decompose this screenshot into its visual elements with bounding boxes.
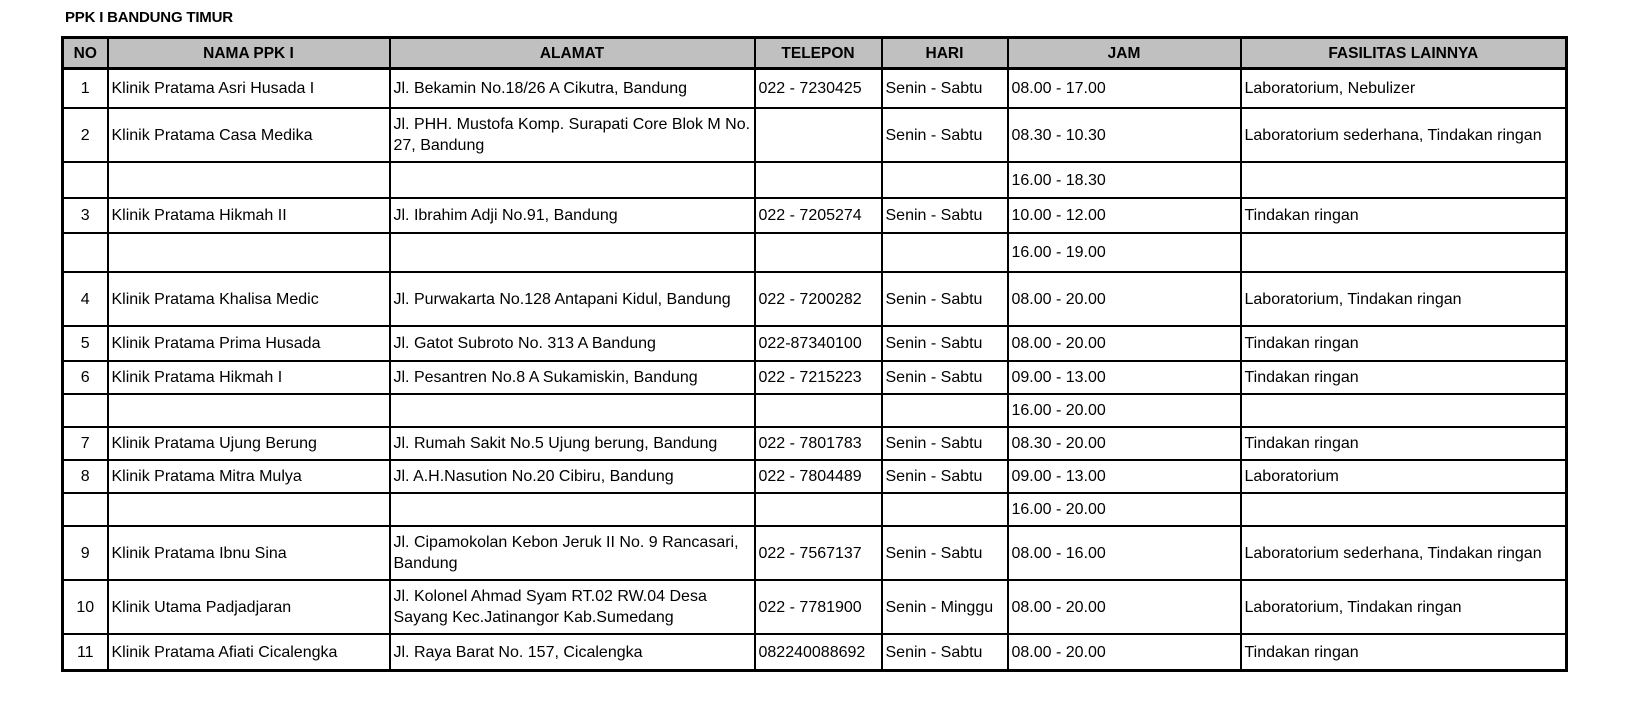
cell-no: [63, 394, 108, 427]
table-row: [63, 460, 1567, 493]
cell-fasilitas: Laboratorium: [1241, 460, 1567, 493]
cell-alamat: Jl. Rumah Sakit No.5 Ujung berung, Bandung: [390, 427, 755, 460]
cell-no: 1: [63, 69, 108, 109]
cell-jam: 08.30 - 10.30: [1008, 108, 1241, 162]
cell-fasilitas: [1241, 162, 1567, 198]
cell-no: 11: [63, 634, 108, 671]
cell-alamat: Jl. Ibrahim Adji No.91, Bandung: [390, 198, 755, 233]
cell-hari: [882, 394, 1008, 427]
table-row: [63, 526, 1567, 580]
ppk-table: [61, 36, 1568, 672]
cell-jam: 08.00 - 16.00: [1008, 526, 1241, 580]
cell-no: 5: [63, 326, 108, 361]
cell-nama: [108, 233, 390, 272]
cell-hari: Senin - Sabtu: [882, 361, 1008, 394]
cell-hari: [882, 493, 1008, 526]
cell-nama: Klinik Pratama Mitra Mulya: [108, 460, 390, 493]
header-alamat: ALAMAT: [390, 38, 755, 69]
cell-fasilitas: Tindakan ringan: [1241, 361, 1567, 394]
cell-jam: 08.30 - 20.00: [1008, 427, 1241, 460]
cell-fasilitas: Laboratorium, Nebulizer: [1241, 69, 1567, 109]
cell-hari: Senin - Sabtu: [882, 198, 1008, 233]
cell-no: 4: [63, 272, 108, 326]
cell-nama: Klinik Utama Padjadjaran: [108, 580, 390, 634]
cell-hari: Senin - Minggu: [882, 580, 1008, 634]
cell-telepon: [755, 493, 882, 526]
cell-jam: 16.00 - 20.00: [1008, 394, 1241, 427]
cell-no: 6: [63, 361, 108, 394]
table-body: [63, 69, 1567, 671]
cell-fasilitas: Tindakan ringan: [1241, 198, 1567, 233]
cell-telepon: 022 - 7781900: [755, 580, 882, 634]
header-hari: HARI: [882, 38, 1008, 69]
cell-alamat: [390, 233, 755, 272]
cell-hari: Senin - Sabtu: [882, 460, 1008, 493]
cell-alamat: Jl. PHH. Mustofa Komp. Surapati Core Blok M No. 27, Bandung: [390, 108, 755, 162]
cell-telepon: [755, 162, 882, 198]
cell-telepon: 022 - 7567137: [755, 526, 882, 580]
cell-hari: Senin - Sabtu: [882, 634, 1008, 671]
cell-no: 9: [63, 526, 108, 580]
cell-jam: 10.00 - 12.00: [1008, 198, 1241, 233]
cell-telepon: 022 - 7215223: [755, 361, 882, 394]
cell-alamat: Jl. A.H.Nasution No.20 Cibiru, Bandung: [390, 460, 755, 493]
cell-nama: Klinik Pratama Hikmah I: [108, 361, 390, 394]
cell-fasilitas: Tindakan ringan: [1241, 326, 1567, 361]
cell-fasilitas: Laboratorium sederhana, Tindakan ringan: [1241, 526, 1567, 580]
cell-telepon: 082240088692: [755, 634, 882, 671]
table-row: [63, 361, 1567, 394]
cell-alamat: Jl. Gatot Subroto No. 313 A Bandung: [390, 326, 755, 361]
cell-no: 7: [63, 427, 108, 460]
cell-nama: Klinik Pratama Asri Husada I: [108, 69, 390, 109]
cell-jam: 16.00 - 18.30: [1008, 162, 1241, 198]
cell-nama: Klinik Pratama Ibnu Sina: [108, 526, 390, 580]
table-row: [63, 69, 1567, 109]
cell-jam: 16.00 - 19.00: [1008, 233, 1241, 272]
cell-telepon: 022 - 7230425: [755, 69, 882, 109]
cell-alamat: Jl. Kolonel Ahmad Syam RT.02 RW.04 Desa Sayang Kec.Jatinangor Kab.Sumedang: [390, 580, 755, 634]
cell-alamat: Jl. Purwakarta No.128 Antapani Kidul, Bandung: [390, 272, 755, 326]
table-header: [63, 38, 1567, 69]
cell-no: 10: [63, 580, 108, 634]
table-row: [63, 427, 1567, 460]
table-row: [63, 493, 1567, 526]
cell-nama: [108, 162, 390, 198]
table-row: [63, 162, 1567, 198]
header-telepon: TELEPON: [755, 38, 882, 69]
cell-fasilitas: Tindakan ringan: [1241, 427, 1567, 460]
cell-hari: [882, 162, 1008, 198]
cell-alamat: [390, 394, 755, 427]
cell-telepon: 022 - 7801783: [755, 427, 882, 460]
cell-nama: [108, 493, 390, 526]
cell-jam: 08.00 - 20.00: [1008, 580, 1241, 634]
table-row: [63, 272, 1567, 326]
cell-no: 8: [63, 460, 108, 493]
document-title: PPK I BANDUNG TIMUR: [65, 9, 233, 26]
cell-hari: Senin - Sabtu: [882, 272, 1008, 326]
cell-fasilitas: [1241, 233, 1567, 272]
cell-telepon: 022 - 7804489: [755, 460, 882, 493]
cell-alamat: Jl. Cipamokolan Kebon Jeruk II No. 9 Rancasari, Bandung: [390, 526, 755, 580]
cell-jam: 16.00 - 20.00: [1008, 493, 1241, 526]
cell-hari: Senin - Sabtu: [882, 526, 1008, 580]
cell-fasilitas: Laboratorium sederhana, Tindakan ringan: [1241, 108, 1567, 162]
cell-jam: 08.00 - 20.00: [1008, 326, 1241, 361]
cell-telepon: 022 - 7200282: [755, 272, 882, 326]
cell-jam: 09.00 - 13.00: [1008, 460, 1241, 493]
cell-jam: 08.00 - 20.00: [1008, 634, 1241, 671]
cell-telepon: [755, 233, 882, 272]
header-fasilitas: FASILITAS LAINNYA: [1241, 38, 1567, 69]
cell-alamat: Jl. Bekamin No.18/26 A Cikutra, Bandung: [390, 69, 755, 109]
cell-jam: 08.00 - 17.00: [1008, 69, 1241, 109]
cell-hari: Senin - Sabtu: [882, 69, 1008, 109]
header-nama: NAMA PPK I: [108, 38, 390, 69]
table-row: [63, 233, 1567, 272]
cell-hari: Senin - Sabtu: [882, 427, 1008, 460]
cell-no: [63, 162, 108, 198]
cell-fasilitas: Laboratorium, Tindakan ringan: [1241, 580, 1567, 634]
cell-fasilitas: [1241, 394, 1567, 427]
table-row: [63, 580, 1567, 634]
cell-fasilitas: Tindakan ringan: [1241, 634, 1567, 671]
cell-nama: Klinik Pratama Casa Medika: [108, 108, 390, 162]
cell-alamat: Jl. Pesantren No.8 A Sukamiskin, Bandung: [390, 361, 755, 394]
cell-alamat: Jl. Raya Barat No. 157, Cicalengka: [390, 634, 755, 671]
header-row: [63, 38, 1567, 69]
table-row: [63, 198, 1567, 233]
cell-jam: 09.00 - 13.00: [1008, 361, 1241, 394]
cell-alamat: [390, 493, 755, 526]
table-row: [63, 634, 1567, 671]
cell-jam: 08.00 - 20.00: [1008, 272, 1241, 326]
cell-hari: Senin - Sabtu: [882, 326, 1008, 361]
cell-nama: Klinik Pratama Hikmah II: [108, 198, 390, 233]
cell-telepon: 022 - 7205274: [755, 198, 882, 233]
cell-alamat: [390, 162, 755, 198]
cell-nama: Klinik Pratama Ujung Berung: [108, 427, 390, 460]
cell-nama: Klinik Pratama Afiati Cicalengka: [108, 634, 390, 671]
cell-hari: [882, 233, 1008, 272]
cell-fasilitas: Laboratorium, Tindakan ringan: [1241, 272, 1567, 326]
table-row: [63, 394, 1567, 427]
cell-nama: Klinik Pratama Khalisa Medic: [108, 272, 390, 326]
cell-telepon: [755, 394, 882, 427]
cell-no: [63, 233, 108, 272]
header-jam: JAM: [1008, 38, 1241, 69]
cell-no: 3: [63, 198, 108, 233]
table-row: [63, 108, 1567, 162]
cell-nama: [108, 394, 390, 427]
table-row: [63, 326, 1567, 361]
cell-hari: Senin - Sabtu: [882, 108, 1008, 162]
cell-telepon: 022-87340100: [755, 326, 882, 361]
header-no: NO: [63, 38, 108, 69]
cell-telepon: [755, 108, 882, 162]
cell-nama: Klinik Pratama Prima Husada: [108, 326, 390, 361]
cell-no: 2: [63, 108, 108, 162]
cell-no: [63, 493, 108, 526]
cell-fasilitas: [1241, 493, 1567, 526]
